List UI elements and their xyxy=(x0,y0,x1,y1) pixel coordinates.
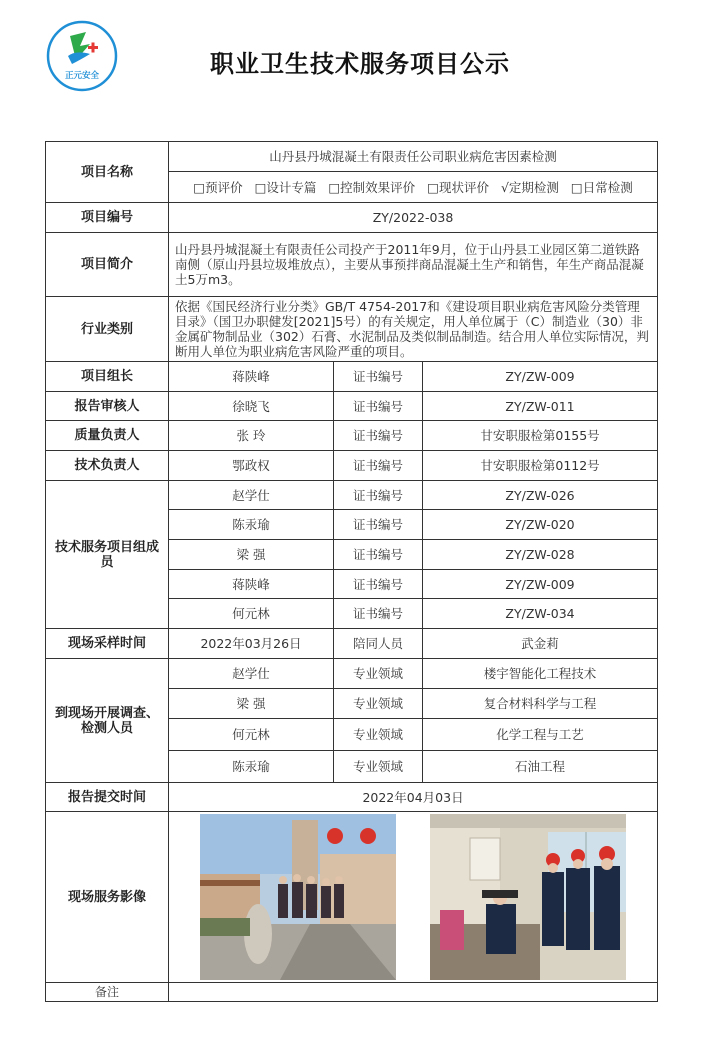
site-photo-indoor xyxy=(430,814,626,980)
evaluation-types xyxy=(169,172,658,203)
staff-name: 张 玲 xyxy=(169,421,334,451)
sampling-date: 2022年03月26日 xyxy=(169,629,334,659)
survey-member-field: 石油工程 xyxy=(423,751,658,783)
type-daily-check: □日常检测 xyxy=(570,179,633,195)
type-periodic-check: √定期检测 xyxy=(500,179,559,195)
project-table xyxy=(45,141,658,1002)
survey-member-name: 赵学仕 xyxy=(169,659,334,689)
staff-name: 鄂政权 xyxy=(169,451,334,481)
project-intro-label: 项目简介 xyxy=(46,233,169,297)
survey-member-name: 何元林 xyxy=(169,719,334,751)
team-member-name: 何元林 xyxy=(169,599,334,629)
cert-label: 证书编号 xyxy=(334,451,423,481)
remarks-value xyxy=(169,983,658,1002)
survey-label: 到现场开展调查、检测人员 xyxy=(46,659,169,783)
team-member-cert: ZY/ZW-020 xyxy=(423,510,658,540)
field-label: 专业领域 xyxy=(334,659,423,689)
remarks-label: 备注 xyxy=(46,983,169,1002)
staff-role: 质量负责人 xyxy=(46,421,169,451)
staff-name: 蒋陕峰 xyxy=(169,362,334,392)
team-member-name: 赵学仕 xyxy=(169,481,334,510)
team-member-cert: ZY/ZW-026 xyxy=(423,481,658,510)
svg-text:正元安全: 正元安全 xyxy=(64,71,100,81)
team-member-cert: ZY/ZW-009 xyxy=(423,570,658,599)
cert-label: 证书编号 xyxy=(334,599,423,629)
staff-cert: ZY/ZW-009 xyxy=(423,362,658,392)
cert-label: 证书编号 xyxy=(334,570,423,599)
cert-label: 证书编号 xyxy=(334,510,423,540)
team-member-name: 陈汞瑜 xyxy=(169,510,334,540)
project-id-label: 项目编号 xyxy=(46,203,169,233)
cert-label: 证书编号 xyxy=(334,481,423,510)
team-member-name: 梁 强 xyxy=(169,540,334,570)
project-name: 山丹县丹城混凝土有限责任公司职业病危害因素检测 xyxy=(169,142,658,172)
team-label: 技术服务项目组成员 xyxy=(46,481,169,629)
site-photo-outdoor xyxy=(200,814,396,980)
survey-member-field: 复合材料科学与工程 xyxy=(423,689,658,719)
staff-cert: 甘安职服检第0112号 xyxy=(423,451,658,481)
survey-member-name: 陈汞瑜 xyxy=(169,751,334,783)
staff-cert: 甘安职服检第0155号 xyxy=(423,421,658,451)
type-control-effect: □控制效果评价 xyxy=(328,179,416,195)
cert-label: 证书编号 xyxy=(334,392,423,421)
staff-name: 徐晓飞 xyxy=(169,392,334,421)
field-label: 专业领域 xyxy=(334,751,423,783)
project-name-label: 项目名称 xyxy=(46,142,169,203)
report-date: 2022年04月03日 xyxy=(169,783,658,812)
images-cell xyxy=(169,812,658,983)
staff-role: 技术负责人 xyxy=(46,451,169,481)
staff-cert: ZY/ZW-011 xyxy=(423,392,658,421)
survey-member-field: 楼宇智能化工程技术 xyxy=(423,659,658,689)
project-id: ZY/2022-038 xyxy=(169,203,658,233)
cert-label: 证书编号 xyxy=(334,362,423,392)
team-member-cert: ZY/ZW-028 xyxy=(423,540,658,570)
report-label: 报告提交时间 xyxy=(46,783,169,812)
team-member-name: 蒋陕峰 xyxy=(169,570,334,599)
type-status: □现状评价 xyxy=(427,179,489,195)
staff-role: 报告审核人 xyxy=(46,392,169,421)
survey-member-field: 化学工程与工艺 xyxy=(423,719,658,751)
field-label: 专业领域 xyxy=(334,719,423,751)
accompany-name: 武金莉 xyxy=(423,629,658,659)
type-design: □设计专篇 xyxy=(254,179,317,195)
sampling-label: 现场采样时间 xyxy=(46,629,169,659)
staff-role: 项目组长 xyxy=(46,362,169,392)
project-intro: 山丹县丹城混凝土有限责任公司投产于2011年9月，位于山丹县工业园区第二道铁路南侧（原山丹县垃圾堆放点），主要从事预拌商品混凝土生产和销售，年生产商品混凝土5万m3。 xyxy=(169,233,658,297)
type-pre-evaluation: □预评价 xyxy=(193,179,243,195)
page-title: 职业卫生技术服务项目公示 xyxy=(210,50,510,78)
survey-member-name: 梁 强 xyxy=(169,689,334,719)
field-label: 专业领域 xyxy=(334,689,423,719)
team-member-cert: ZY/ZW-034 xyxy=(423,599,658,629)
industry-text: 依据《国民经济行业分类》GB/T 4754-2017和《建设项目职业病危害风险分类管理目录》（国卫办职健发[2021]5号）的有关规定，用人单位属于（C）制造业（30）非金属矿物制品业（302）石膏、水泥制品及类似制品制造。结合用人单位实际情况，判断用人单位为职业病危害风险严重的项目。 xyxy=(169,297,658,362)
accompany-label: 陪同人员 xyxy=(334,629,423,659)
cert-label: 证书编号 xyxy=(334,421,423,451)
industry-label: 行业类别 xyxy=(46,297,169,362)
cert-label: 证书编号 xyxy=(334,540,423,570)
images-label: 现场服务影像 xyxy=(46,812,169,983)
